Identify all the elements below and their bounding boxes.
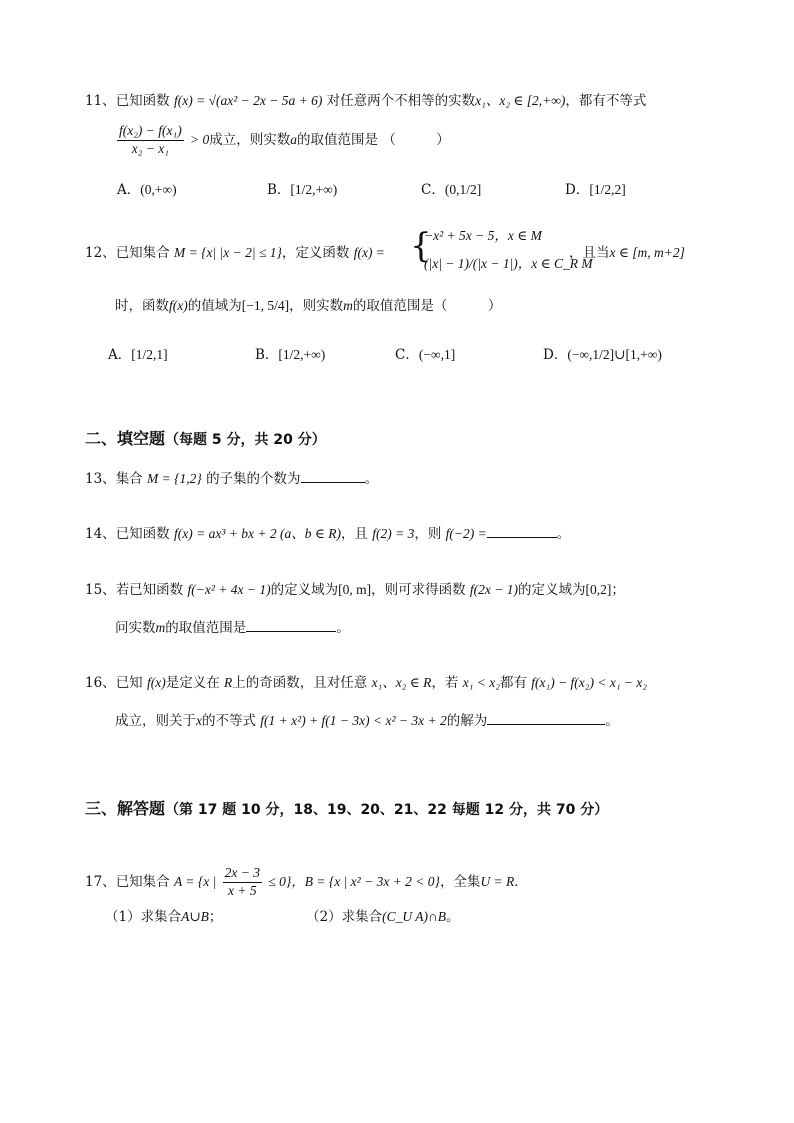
q11-text3: ，都有不等式: [565, 93, 647, 109]
q12-text3: ，且当: [569, 245, 610, 261]
q17-line1: [85, 866, 528, 899]
q16-vars: x₁、x₂ ∈ R: [371, 675, 432, 690]
q17-setA-den: x + 5: [228, 882, 257, 898]
q14-ask: f(−2) =: [445, 526, 487, 541]
option-value: [1/2,+∞): [278, 347, 326, 362]
option-label: A．: [108, 347, 132, 363]
q13-end: 。: [364, 471, 379, 487]
q16-cond: x₁ < x₂: [462, 675, 500, 690]
q15-text3: ，则可求得函数: [371, 582, 466, 598]
option-value: [1/2,+∞): [290, 182, 338, 197]
q15-text1: 若已知函数: [115, 582, 184, 598]
q12-line2: [115, 299, 501, 314]
q15-answer-blank[interactable]: [246, 619, 336, 632]
q15-text4: 的定义域为: [517, 582, 586, 598]
q12-option-d[interactable]: [543, 343, 662, 363]
q12-number: 12、: [85, 245, 116, 261]
q12-text6: 的值域为: [187, 298, 242, 314]
q16-text3: 上的奇函数，且对任意: [232, 675, 368, 691]
q16-ineq2: f(1 + x²) + f(1 − 3x) < x² − 3x + 2: [260, 713, 447, 728]
q17-part2: [306, 910, 459, 925]
q17-setA-pre: A = {x |: [173, 873, 217, 889]
section2-subtitle: （每题 5 分，共 20 分）: [165, 432, 326, 448]
q16-number: 16、: [85, 675, 116, 691]
q12-func: f(x) =: [353, 245, 385, 260]
q14-func: f(x) = ax³ + bx + 2 (a、b ∈ R): [173, 526, 341, 541]
q16-text1: 已知: [115, 675, 143, 691]
q17-text1: 已知集合: [115, 873, 170, 890]
q15-line2-text: 问实数: [115, 620, 156, 636]
q12-text2: ，定义函数: [281, 245, 350, 261]
q12-option-a[interactable]: [108, 343, 168, 363]
q16-text5: 都有: [499, 675, 527, 691]
q16-line1: [85, 676, 647, 691]
q12-case1: −x² + 5x − 5，x ∈ M: [424, 228, 542, 243]
q17-U: U = R: [480, 873, 515, 889]
q11-option-d[interactable]: [565, 178, 626, 198]
q12-interval: x ∈ [m, m+2]: [609, 245, 685, 260]
q14-line: [85, 525, 570, 542]
q16-line2a: 成立，则关于: [115, 713, 196, 729]
option-label: B．: [255, 347, 279, 363]
q17-part1: [105, 910, 222, 925]
q17-part1-label: （1）求集合: [105, 909, 182, 925]
q17-part2-label: （2）求集合: [306, 909, 383, 925]
q11-fraction: [117, 124, 184, 157]
q12-range: [−1, 5/4]: [241, 298, 290, 313]
q14-text1: 已知函数: [115, 526, 170, 542]
option-value: (−∞,1]: [418, 347, 456, 362]
q14-text3: ，则: [414, 526, 442, 542]
section2-heading: [85, 426, 326, 449]
q15-var-m: m: [155, 620, 166, 635]
q14-text2: ，且: [340, 526, 368, 542]
q14-number: 14、: [85, 526, 116, 542]
q15-line2: [115, 619, 350, 636]
q13-text1: 集合: [115, 471, 143, 487]
option-label: D．: [565, 182, 590, 198]
q17-setA-fraction: [223, 866, 262, 899]
q12-set-m: M = {x| |x − 2| ≤ 1}: [173, 245, 282, 260]
q12-text1: 已知集合: [115, 245, 170, 261]
q17-text2: ，全集: [439, 873, 481, 890]
q15-number: 15、: [85, 582, 116, 598]
q11-option-c[interactable]: [421, 178, 481, 198]
q15-func2: f(2x − 1): [469, 582, 518, 597]
option-label: A．: [117, 182, 141, 198]
option-label: B．: [267, 182, 291, 198]
q15-func1: f(−x² + 4x − 1): [187, 582, 271, 597]
section3-title: 三、解答题: [85, 799, 166, 818]
section3-subtitle: （第 17 题 10 分，18、19、20、21、22 每题 12 分，共 70 分）: [165, 802, 609, 818]
q12-line1-tail: [569, 246, 685, 261]
q11-text2: 对任意两个不相等的实数: [326, 93, 476, 109]
q12-line1: [85, 246, 385, 261]
q11-vars: x₁、x₂ ∈ [2,+∞): [475, 93, 566, 108]
q15-dom2: [0,2]: [585, 582, 612, 597]
q13-line: [85, 470, 378, 487]
q11-frac-den: x₂ − x₁: [131, 140, 169, 156]
option-value: [1/2,2]: [589, 182, 626, 197]
q15-end: 。: [336, 620, 350, 636]
section2-title: 二、填空题: [85, 429, 166, 448]
option-value: (0,1/2]: [444, 182, 482, 197]
q16-line2: [115, 712, 619, 729]
q15-text2: 的定义域为: [270, 582, 339, 598]
q11-var-a: a: [290, 131, 298, 147]
q14-cond: f(2) = 3: [372, 526, 415, 541]
q16-line2c: 的解为: [446, 713, 488, 729]
q11-text5: 的取值范围是 （ ）: [297, 131, 450, 148]
q12-option-b[interactable]: [255, 343, 325, 363]
q17-part1-expr: A∪B: [181, 909, 209, 924]
q13-answer-blank[interactable]: [301, 470, 365, 483]
q11-frac-num: f(x₂) − f(x₁): [117, 124, 184, 141]
q16-text4: ，若: [431, 675, 459, 691]
section3-heading: [85, 796, 608, 819]
q17-number: 17、: [85, 873, 116, 890]
q11-line1: [85, 94, 646, 109]
q17-setB: ，B = {x | x² − 3x + 2 < 0}: [291, 873, 440, 889]
q12-option-c[interactable]: [395, 343, 455, 363]
q16-end: 。: [605, 713, 619, 729]
q16-answer-blank[interactable]: [487, 712, 605, 725]
q15-text5: ；: [611, 582, 625, 598]
q11-option-a[interactable]: [117, 178, 177, 198]
q16-R: R: [224, 675, 233, 690]
q15-line2b: 的取值范围是: [165, 620, 247, 636]
q11-text4: 成立，则实数: [209, 131, 291, 148]
q17-end: ．: [514, 873, 528, 890]
q11-text1: 已知函数: [115, 93, 170, 109]
q12-text4: 时，函数: [115, 298, 169, 314]
q16-x: x: [196, 713, 202, 728]
q11-number: 11、: [85, 93, 116, 109]
q12-case2: (|x| − 1)/(|x − 1|)，x ∈ C_R M: [424, 256, 593, 271]
q12-var-m: m: [343, 298, 353, 313]
option-label: C．: [395, 347, 419, 363]
q13-set: M = {1,2}: [146, 471, 202, 486]
q16-fx: f(x): [146, 675, 166, 690]
q17-setA-post: ≤ 0}: [268, 873, 292, 889]
option-value: (−∞,1/2]∪[1,+∞): [567, 347, 662, 362]
q15-dom1: [0, m]: [338, 582, 372, 597]
q13-number: 13、: [85, 471, 116, 487]
q16-text2: 是定义在: [165, 675, 220, 691]
q12-text7: ，则实数: [289, 298, 344, 314]
q14-end: 。: [556, 526, 571, 542]
q14-answer-blank[interactable]: [487, 525, 557, 538]
brace-icon: {: [410, 226, 432, 266]
option-value: (0,+∞): [140, 182, 177, 197]
q11-function: f(x) = √(ax² − 2x − 5a + 6): [173, 93, 323, 108]
option-label: C．: [421, 182, 445, 198]
q11-option-b[interactable]: [267, 178, 337, 198]
q16-ineq: f(x₁) − f(x₂) < x₁ − x₂: [531, 675, 648, 690]
option-value: [1/2,1]: [131, 347, 168, 362]
q17-part2-expr: (C_U A)∩B: [382, 909, 446, 924]
q12-fx: f(x): [169, 298, 188, 313]
q17-part1-end: ；: [208, 909, 223, 925]
q11-ineq: > 0: [190, 131, 210, 147]
q16-line2b: 的不等式: [202, 713, 256, 729]
option-label: D．: [543, 347, 568, 363]
q12-text8: 的取值范围是（ ）: [352, 298, 502, 314]
q17-part2-end: 。: [445, 909, 460, 925]
q11-line2: [115, 124, 450, 157]
q15-line1: [85, 583, 625, 598]
q13-text2: 的子集的个数为: [206, 471, 301, 487]
q17-setA-num: 2x − 3: [223, 866, 262, 883]
